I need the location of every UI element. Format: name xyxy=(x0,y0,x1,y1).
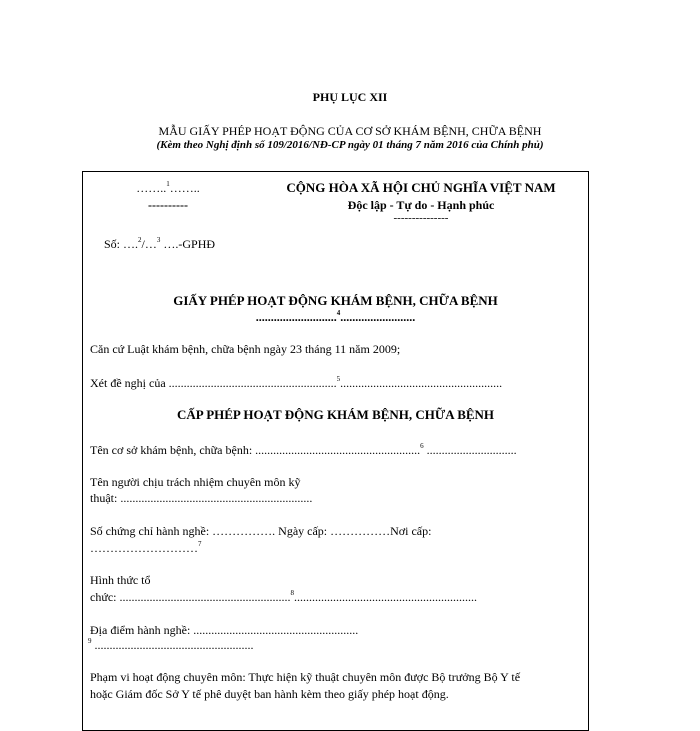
issuer-block xyxy=(118,181,218,196)
issuer-dots-left: …….. xyxy=(136,181,167,195)
scope-line-1: Phạm vi hoạt động chuyên môn: Thực hiện kỹ thuật chuyên môn được Bộ trưởng Bộ Y tế xyxy=(90,670,521,684)
organization-line-1: Hình thức tổ xyxy=(90,573,151,587)
certificate-info xyxy=(90,523,431,557)
footnote-8: 8 xyxy=(290,589,294,597)
issuer-dashes xyxy=(118,198,218,213)
footnote-4: 4 xyxy=(336,309,341,317)
footnote-2: 2 xyxy=(138,236,142,244)
issuer-dots-right: …….. xyxy=(169,181,200,195)
footnote-6: 6 xyxy=(420,442,424,450)
responsible-line-2: thuật: ................................................................ xyxy=(90,491,313,505)
proposal-label: Xét đề nghị của ........................................................ xyxy=(90,376,337,390)
certificate-line-1: Số chứng chỉ hành nghề: ……………. Ngày cấp: ……………Nơi cấp: xyxy=(90,524,432,538)
scope-line-2: hoặc Giám đốc Sở Y tế phê duyệt ban hành kèm theo giấy phép hoạt động. xyxy=(90,687,449,701)
number-prefix: Số: …. xyxy=(104,237,139,251)
decree-note xyxy=(0,139,700,151)
number-mid: /… xyxy=(141,237,157,251)
legal-basis-text: Căn cứ Luật khám bệnh, chữa bệnh ngày 23 tháng 11 năm 2009; xyxy=(90,342,401,356)
scope-of-practice xyxy=(90,669,520,703)
license-number xyxy=(104,237,215,252)
organization-dots: ............................................................. xyxy=(294,590,477,604)
responsible-line-1: Tên người chịu trách nhiệm chuyên môn kỹ xyxy=(90,475,301,489)
footnote-5: 5 xyxy=(336,375,341,383)
proposal-line xyxy=(90,376,502,391)
number-suffix: ….-GPHĐ xyxy=(160,237,216,251)
organization-line-2 xyxy=(90,589,477,606)
facility-line xyxy=(90,443,517,458)
issuer-dashes-text: ---------- xyxy=(148,198,188,212)
grant-title xyxy=(82,407,589,423)
facility-dots: .............................. xyxy=(423,443,517,457)
country-heading xyxy=(266,180,576,196)
license-dots-right: ......................... xyxy=(340,310,416,324)
proposal-dots: ...................................................... xyxy=(340,376,503,390)
footnote-3: 3 xyxy=(156,236,161,244)
grant-title-text: CẤP PHÉP HOẠT ĐỘNG KHÁM BỆNH, CHỮA BỆNH xyxy=(176,407,495,422)
motto-dashes xyxy=(266,212,576,224)
form-title-text: MẪU GIẤY PHÉP HOẠT ĐỘNG CỦA CƠ SỞ KHÁM BỆNH, CHỮA BỆNH xyxy=(158,124,542,138)
address-line-2 xyxy=(88,638,358,653)
practice-address xyxy=(90,623,358,653)
address-dots: ..................................................... xyxy=(91,638,254,652)
legal-basis xyxy=(90,342,400,357)
certificate-dots: ……………………… xyxy=(90,541,198,555)
facility-label: Tên cơ sở khám bệnh, chữa bệnh: ....................................................... xyxy=(90,443,421,457)
organization-form xyxy=(90,572,477,606)
appendix-heading xyxy=(0,90,700,105)
address-label: Địa điểm hành nghề: ....................................................... xyxy=(90,623,359,637)
footnote-9: 9 xyxy=(88,637,92,645)
motto xyxy=(266,198,576,213)
footnote-7: 7 xyxy=(198,540,202,548)
appendix-text: PHỤ LỤC XII xyxy=(312,90,388,104)
organization-label: chức: ......................................................... xyxy=(90,590,291,604)
license-title-text: GIẤY PHÉP HOẠT ĐỘNG KHÁM BỆNH, CHỮA BỆNH xyxy=(173,293,498,308)
license-dots-left: ........................... xyxy=(255,310,337,324)
decree-note-text: (Kèm theo Nghị định số 109/2016/NĐ-CP ngày 01 tháng 7 năm 2016 của Chính phủ) xyxy=(156,139,544,151)
responsible-person xyxy=(90,474,312,506)
certificate-line-2 xyxy=(90,540,431,557)
motto-dashes-text: --------------- xyxy=(393,212,449,224)
form-title xyxy=(0,124,700,139)
license-title xyxy=(82,293,589,309)
license-subtitle xyxy=(82,310,589,325)
country-text: CỘNG HÒA XÃ HỘI CHỦ NGHĨA VIỆT NAM xyxy=(286,180,556,195)
motto-text: Độc lập - Tự do - Hạnh phúc xyxy=(347,198,495,212)
footnote-1: 1 xyxy=(166,180,170,188)
